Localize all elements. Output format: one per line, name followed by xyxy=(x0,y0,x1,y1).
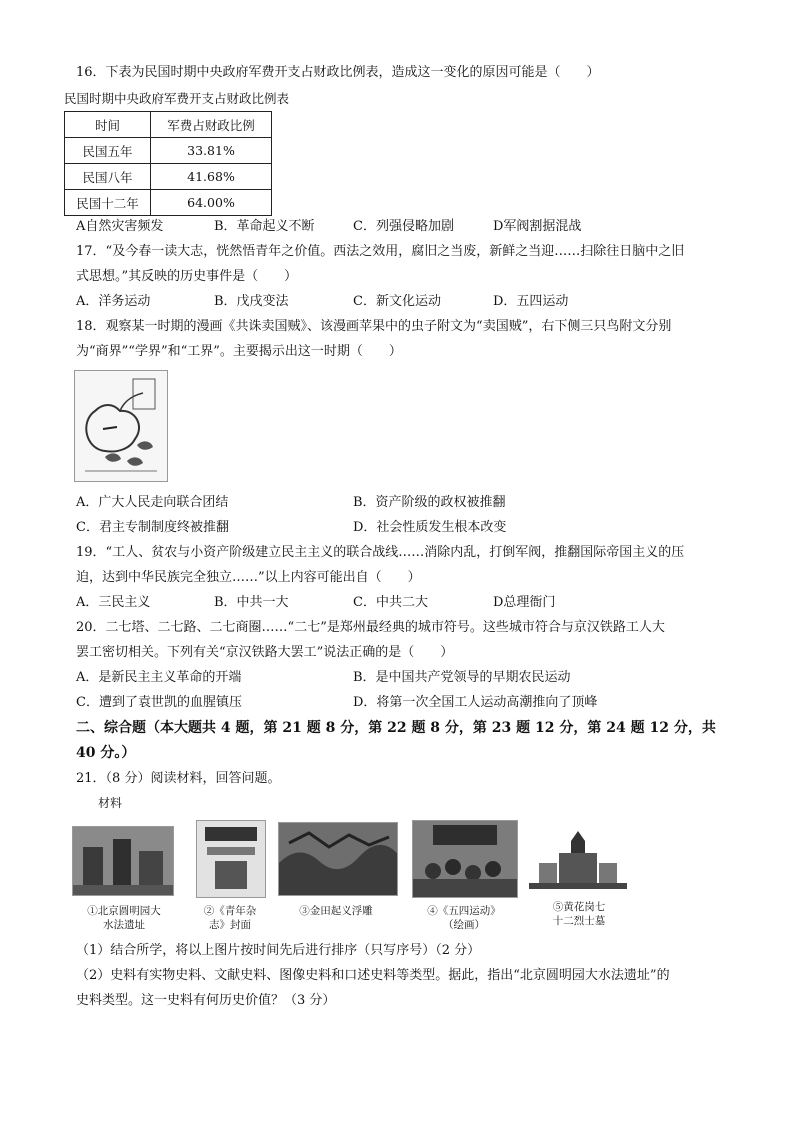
caption-line: 水法遗址 xyxy=(103,919,145,931)
table-row xyxy=(65,138,272,164)
q16-option-c: C．列强侵略加剧 xyxy=(353,219,454,234)
table-row xyxy=(65,164,272,190)
q18-option-c: C．君主专制制度终被推翻 xyxy=(76,520,229,535)
table-cell: 64.00% xyxy=(151,190,272,216)
q19-option-c: C．中共二大 xyxy=(353,595,428,610)
table-cell: 33.81% xyxy=(151,138,272,164)
q21-subquestion-2-line2: 史料类型。这一史料有何历史价值？（3 分） xyxy=(76,993,336,1008)
q18-option-a: A．广大人民走向联合团结 xyxy=(76,495,229,510)
q21-caption-5 xyxy=(534,900,624,928)
table-row xyxy=(65,190,272,216)
q20-option-c: C．遭到了袁世凯的血腥镇压 xyxy=(76,695,242,710)
q19-stem-line2: 迫，达到中华民族完全独立……”以上内容可能出自（ ） xyxy=(76,570,421,585)
q17-option-d: D．五四运动 xyxy=(493,294,569,309)
q20-option-a: A．是新民主主义革命的开端 xyxy=(76,670,242,685)
q17-stem-line1: 17．“及今春一读大志，恍然悟青年之价值。西法之效用，腐旧之当废，新鲜之当迎……扫除往日脑中之旧 xyxy=(76,244,685,259)
q21-caption-3 xyxy=(286,904,386,918)
q21-photo-4 xyxy=(412,820,518,898)
q18-stem-line1: 18．观察某一时期的漫画《共诛卖国贼》、该漫画苹果中的虫子附文为“卖国贼”，右下侧三只鸟附文分别 xyxy=(76,319,672,334)
q19-option-d: D总理衙门 xyxy=(493,595,556,610)
q21-photo-1 xyxy=(72,826,174,896)
caption-line: ⑤黄花岗七 xyxy=(552,901,606,913)
q20-option-b: B．是中国共产党领导的早期农民运动 xyxy=(353,670,571,685)
q21-subquestion-1: （1）结合所学，将以上图片按时间先后进行排序（只写序号）（2 分） xyxy=(76,943,481,958)
section2-heading-line1: 二、综合题（本大题共 4 题，第 21 题 8 分，第 22 题 8 分，第 23 题 12 分，第 24 题 12 分，共 xyxy=(76,720,716,736)
section2-heading-line2: 40 分。） xyxy=(76,745,136,761)
q18-stem-line2: 为“商界”“学界”和“工界”。主要揭示出这一时期（ ） xyxy=(76,344,402,359)
q21-photo-2 xyxy=(196,820,266,898)
caption-line: ②《青年杂 xyxy=(203,905,257,917)
q18-option-d: D．社会性质发生根本改变 xyxy=(353,520,507,535)
q16-option-a: A自然灾害频发 xyxy=(76,219,164,234)
caption-line: ①北京圆明园大 xyxy=(87,905,161,917)
q17-option-a: A．洋务运动 xyxy=(76,294,151,309)
table-cell: 41.68% xyxy=(151,164,272,190)
cartoon-drawing xyxy=(75,371,167,481)
q21-caption-1 xyxy=(74,904,174,932)
q16-stem: 16．下表为民国时期中央政府军费开支占财政比例表，造成这一变化的原因可能是（ ） xyxy=(76,65,600,80)
q19-option-b: B．中共一大 xyxy=(214,595,289,610)
q21-caption-4 xyxy=(414,904,514,932)
q16-option-b: B．革命起义不断 xyxy=(214,219,315,234)
q21-stem: 21．（8 分）阅读材料，回答问题。 xyxy=(76,771,281,786)
q20-stem-line1: 20．二七塔、二七路、二七商圈……“二七”是郑州最经典的城市符号。这些城市符合与京汉铁路工人大 xyxy=(76,620,665,635)
q21-photo-5 xyxy=(528,822,628,896)
caption-line: 志》封面 xyxy=(209,919,251,931)
q19-stem-line1: 19．“工人、贫农与小资产阶级建立民主主义的联合战线……消除内乱，打倒军阀，推翻国际帝国主义的压 xyxy=(76,545,685,560)
q17-option-b: B．戊戌变法 xyxy=(214,294,289,309)
q16-table xyxy=(64,111,272,216)
table-header-cell: 时间 xyxy=(65,112,151,138)
q21-subquestion-2-line1: （2）史料有实物史料、文献史料、图像史料和口述史料等类型。据此，指出“北京圆明园大水法遗址”的 xyxy=(76,968,670,983)
table-header-cell: 军费占财政比例 xyxy=(151,112,272,138)
table-cell: 民国五年 xyxy=(65,138,151,164)
table-cell: 民国十二年 xyxy=(65,190,151,216)
table-cell: 民国八年 xyxy=(65,164,151,190)
q16-option-d: D军阀割据混战 xyxy=(493,219,582,234)
caption-line: ③金田起义浮雕 xyxy=(299,905,373,917)
caption-line: ④《五四运动》 xyxy=(427,905,501,917)
q18-cartoon-image xyxy=(74,370,168,482)
q19-option-a: A．三民主义 xyxy=(76,595,151,610)
q16-table-title: 民国时期中央政府军费开支占财政比例表 xyxy=(64,91,290,106)
q17-stem-line2: 式思想。”其反映的历史事件是（ ） xyxy=(76,269,298,284)
table-header-row xyxy=(65,112,272,138)
caption-line: 十二烈士墓 xyxy=(552,915,606,927)
q21-photo-3 xyxy=(278,822,398,896)
q20-stem-line2: 罢工密切相关。下列有关“京汉铁路大罢工”说法正确的是（ ） xyxy=(76,645,454,660)
q20-option-d: D．将第一次全国工人运动高潮推向了顶峰 xyxy=(353,695,598,710)
q21-material-label: 材料 xyxy=(98,796,123,810)
q18-option-b: B．资产阶级的政权被推翻 xyxy=(353,495,506,510)
q17-option-c: C．新文化运动 xyxy=(353,294,441,309)
caption-line: （绘画） xyxy=(443,919,485,931)
q21-caption-2 xyxy=(190,904,270,932)
